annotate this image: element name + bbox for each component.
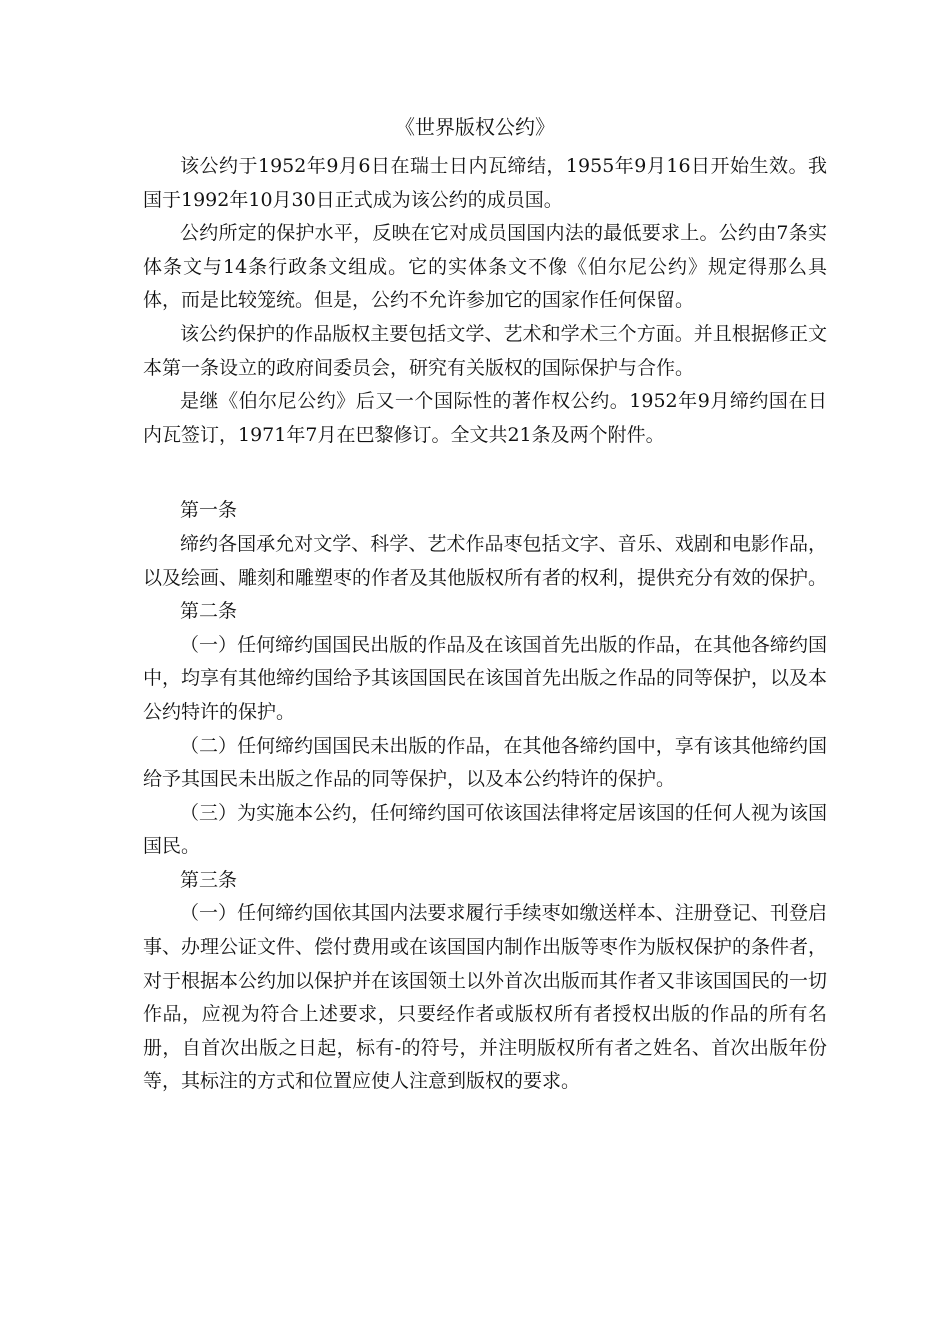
article-paragraph: （三）为实施本公约，任何缔约国可依该国法律将定居该国的任何人视为该国国民。	[143, 801, 827, 858]
article-paragraph: （一）任何缔约国依其国内法要求履行手续枣如缴送样本、注册登记、刊登启事、办理公证文件、偿付费用或在该国国内制作出版等枣作为版权保护的条件者，对于根据本公约加以保护并在该国领土以外首次出版而其作者又非该国国民的一切作品，应视为符合上述要求，只要经作者或版权所有者授权出版的作品的所有名册，自首次出版之日起，标有-的符号，并注明版权所有者之姓名、首次出版年份等，其标注的方式和位置应使人注意到版权的要求。	[143, 902, 828, 1093]
article-heading: 第二条	[180, 600, 238, 623]
article-heading: 第三条	[180, 868, 238, 891]
intro-paragraph: 是继《伯尔尼公约》后又一个国际性的著作权公约。1952年9月缔约国在日内瓦签订，1971年7月在巴黎修订。全文共21条及两个附件。	[143, 390, 827, 446]
intro-paragraph: 该公约于1952年9月6日在瑞士日内瓦缔结，1955年9月16日开始生效。我国于1992年10月30日正式成为该公约的成员国。	[143, 155, 827, 211]
article-paragraph: （一）任何缔约国国民出版的作品及在该国首先出版的作品，在其他各缔约国中，均享有其他缔约国给予其该国国民在该国首先出版之作品的同等保护，以及本公约特许的保护。	[143, 633, 828, 723]
section-spacer	[143, 452, 827, 494]
document-body	[143, 150, 827, 1099]
document-title: 《世界版权公约》	[395, 115, 555, 139]
intro-paragraph: 该公约保护的作品版权主要包括文学、艺术和学术三个方面。并且根据修正文本第一条设立的政府间委员会，研究有关版权的国际保护与合作。	[143, 322, 827, 379]
intro-paragraph: 公约所定的保护水平，反映在它对成员国国内法的最低要求上。公约由7条实体条文与14条行政条文组成。它的实体条文不像《伯尔尼公约》规定得那么具体，而是比较笼统。但是，公约不允许参加它的国家作任何保留。	[143, 222, 827, 312]
article-paragraph: 缔约各国承允对文学、科学、艺术作品枣包括文字、音乐、戏剧和电影作品，以及绘画、雕刻和雕塑枣的作者及其他版权所有者的权利，提供充分有效的保护。	[143, 532, 828, 589]
article-heading: 第一条	[180, 499, 238, 522]
article-paragraph: （二）任何缔约国国民未出版的作品，在其他各缔约国中，享有该其他缔约国给予其国民未出版之作品的同等保护，以及本公约特许的保护。	[143, 734, 827, 791]
